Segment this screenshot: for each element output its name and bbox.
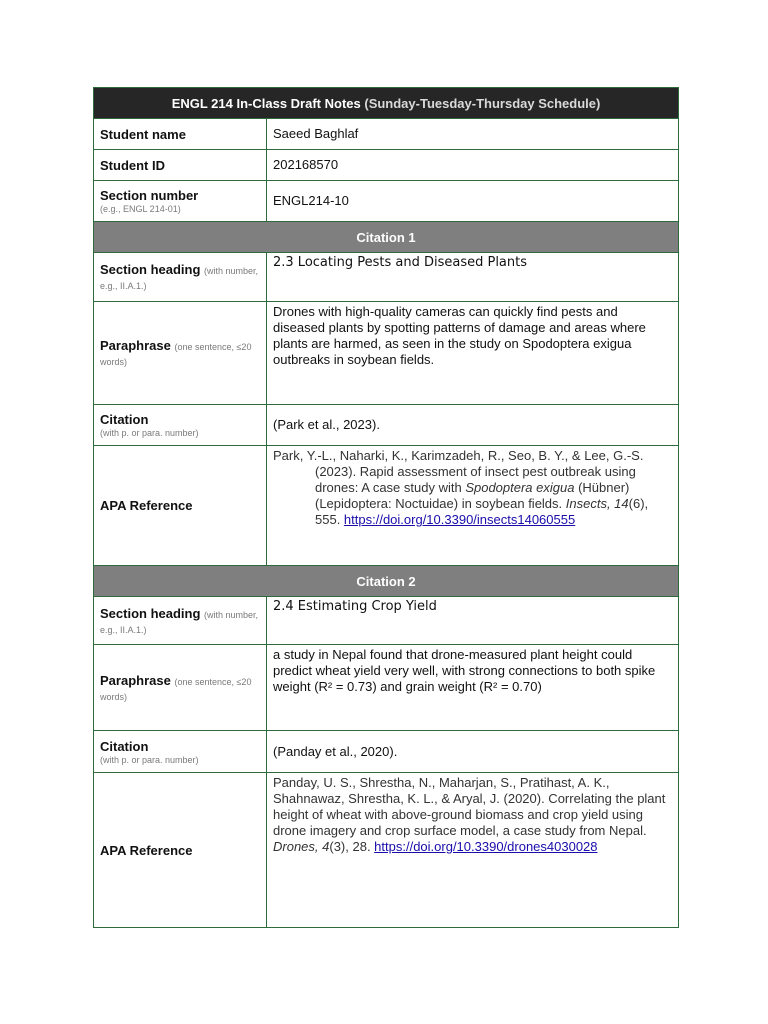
section-number-label-cell — [94, 181, 267, 222]
draft-notes-table — [93, 87, 679, 928]
reference-text: (3), 28. — [329, 839, 375, 854]
citation-1-section-heading-value[interactable]: 2.3 Locating Pests and Diseased Plants — [267, 253, 679, 302]
doi-link[interactable]: https://doi.org/10.3390/drones4030028 — [374, 839, 598, 854]
citation-1-band: Citation 1 — [94, 222, 679, 253]
student-id-value[interactable]: 202168570 — [267, 150, 679, 181]
section-number-hint: (e.g., ENGL 214-01) — [100, 204, 181, 214]
citation-label: Citation — [100, 412, 149, 427]
student-name-row — [94, 119, 679, 150]
reference-text: (6), 555. — [315, 496, 649, 527]
section-heading-label-cell — [94, 253, 267, 302]
reference-italic: Insects, 14 — [565, 496, 629, 511]
citation-label-cell — [94, 405, 267, 446]
student-name-label: Student name — [94, 119, 267, 150]
section-heading-label-cell — [94, 597, 267, 645]
paraphrase-hint: (one sentence, ≤20 words) — [100, 676, 252, 702]
citation-2-paraphrase-row — [94, 645, 679, 731]
section-heading-label: Section heading — [100, 605, 201, 621]
citation-1-paraphrase-value[interactable]: Drones with high-quality cameras can quickly find pests and diseased plants by spotting patterns of damage and areas where plants are harmed, as seen in the study on Spodoptera exigua outbreaks in soybean fields. — [267, 302, 679, 405]
apa-reference-label: APA Reference — [94, 773, 267, 928]
doi-link[interactable]: https://doi.org/10.3390/insects14060555 — [343, 512, 576, 527]
apa-reference-label: APA Reference — [94, 446, 267, 566]
paraphrase-hint: (one sentence, ≤20 words) — [100, 342, 252, 367]
reference-text: (Hübner) (Lepidoptera: Noctuidae) in soybean fields. — [315, 480, 630, 511]
citation-2-paraphrase-value[interactable]: a study in Nepal found that drone-measured plant height could predict wheat yield very well, with strong connections to both spike weight (R² = 0.73) and grain weight (R² = 0.70) — [267, 645, 679, 731]
citation-2-citation-row — [94, 731, 679, 773]
table-title-row — [94, 88, 679, 119]
citation-2-section-heading-value[interactable]: 2.4 Estimating Crop Yield — [267, 597, 679, 645]
citation-2-citation-value[interactable]: (Panday et al., 2020). — [267, 731, 679, 773]
citation-2-apa-row — [94, 773, 679, 928]
citation-2-section-heading-row — [94, 597, 679, 645]
citation-hint: (with p. or para. number) — [100, 754, 199, 765]
paraphrase-label-cell — [94, 645, 267, 731]
citation-2-apa-reference[interactable] — [267, 773, 679, 928]
citation-1-apa-row — [94, 446, 679, 566]
paraphrase-label-cell — [94, 302, 267, 405]
section-heading-label: Section heading — [100, 262, 201, 277]
citation-1-paraphrase-row — [94, 302, 679, 405]
citation-1-section-heading-row — [94, 253, 679, 302]
section-heading-hint: (with number, e.g., II.A.1.) — [100, 609, 259, 635]
citation-label-cell — [94, 731, 267, 773]
section-number-label: Section number — [100, 188, 199, 203]
citation-2-band: Citation 2 — [94, 566, 679, 597]
student-id-label: Student ID — [94, 150, 267, 181]
table-title — [94, 88, 679, 119]
citation-1-citation-row — [94, 405, 679, 446]
section-number-value[interactable]: ENGL214-10 — [267, 181, 679, 222]
citation-2-band-row — [94, 566, 679, 597]
citation-1-band-row — [94, 222, 679, 253]
citation-1-apa-reference[interactable] — [267, 446, 679, 566]
student-id-row — [94, 150, 679, 181]
section-heading-hint: (with number, e.g., II.A.1.) — [100, 266, 259, 291]
title-schedule: (Sunday-Tuesday-Thursday Schedule) — [364, 95, 601, 111]
title-main: ENGL 214 In-Class Draft Notes — [171, 95, 361, 111]
reference-text: Panday, U. S., Shrestha, N., Maharjan, S., Pratihast, A. K., Shahnawaz, Shrestha, K. L., & Aryal, J. (2020). Correlating the plant height of wheat with above-ground biomass and crop yield using drone imagery and crop surface model, a case study from Nepal. — [273, 775, 666, 838]
reference-italic: Drones, 4 — [273, 839, 330, 854]
paraphrase-label: Paraphrase — [100, 338, 171, 353]
section-number-row — [94, 181, 679, 222]
reference-text: Park, Y.-L., Naharki, K., Karimzadeh, R., Seo, B. Y., & Lee, G.-S. (2023). Rapid assessment of insect pest outbreak using drones: A case study with — [273, 448, 644, 495]
citation-label: Citation — [100, 738, 149, 754]
reference-italic: Spodoptera exigua — [465, 480, 575, 495]
citation-hint: (with p. or para. number) — [100, 428, 199, 438]
citation-1-citation-value[interactable]: (Park et al., 2023). — [267, 405, 679, 446]
paraphrase-label: Paraphrase — [100, 672, 171, 688]
student-name-value[interactable]: Saeed Baghlaf — [267, 119, 679, 150]
